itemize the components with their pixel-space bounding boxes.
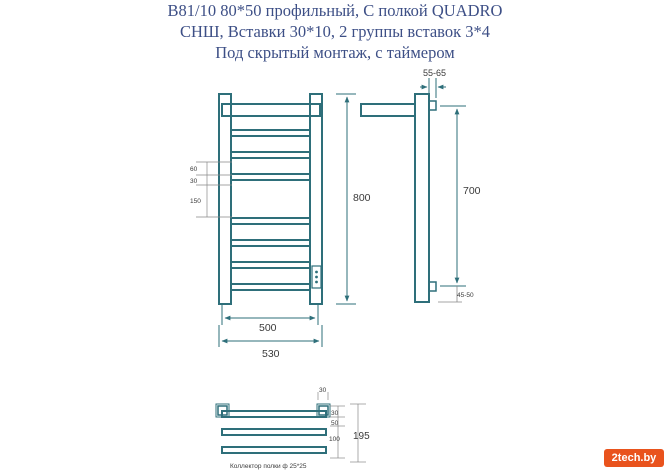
- rung-7: [231, 284, 310, 290]
- side-post: [415, 94, 429, 302]
- title-line-3: Под скрытый монтаж, с таймером: [215, 43, 455, 62]
- shelf-rail-top: [222, 411, 326, 417]
- side-shelf: [361, 104, 415, 116]
- dim-shelf-50: 50: [331, 420, 339, 427]
- side-view: [361, 94, 436, 302]
- watermark-logo: 2tech.by: [604, 449, 664, 467]
- timer-dots: [315, 271, 318, 284]
- dim-800: 800: [353, 192, 371, 204]
- dim-shelf-30: 30: [331, 410, 339, 417]
- rung-1: [231, 130, 310, 136]
- dim-195: 195: [353, 431, 370, 442]
- dim-500: 500: [259, 322, 277, 334]
- top-shelf: [222, 104, 320, 116]
- rung-4: [231, 218, 310, 224]
- dim-150: 150: [190, 198, 201, 205]
- dim-530: 530: [262, 348, 280, 360]
- rung-2: [231, 152, 310, 158]
- shelf-rail-bottom: [222, 447, 326, 453]
- front-view: [219, 94, 322, 304]
- dim-55-65: 55-65: [423, 68, 447, 78]
- dim-shelf-30-top: 30: [319, 387, 327, 394]
- rung-6: [231, 262, 310, 268]
- shelf-collector-note: Коллектор полки ф 25*25: [230, 463, 307, 470]
- dim-700: 700: [463, 185, 481, 197]
- shelf-rail-mid: [222, 429, 326, 435]
- bottom-bracket: [429, 282, 436, 291]
- rung-5: [231, 240, 310, 246]
- rung-3: [231, 174, 310, 180]
- left-post: [219, 94, 231, 304]
- spacing-dims: [196, 162, 232, 217]
- dim-shelf-100: 100: [329, 436, 340, 443]
- shelf-view: [216, 404, 330, 453]
- title-line-1: B81/10 80*50 профильный, С полкой QUADRO: [167, 1, 503, 20]
- dim-60: 60: [190, 166, 198, 173]
- dim-45-50: 45-50: [457, 292, 474, 299]
- dim-30: 30: [190, 178, 198, 185]
- top-bracket: [429, 101, 436, 110]
- title-line-2: СНШ, Вставки 30*10, 2 группы вставок 3*4: [179, 22, 490, 41]
